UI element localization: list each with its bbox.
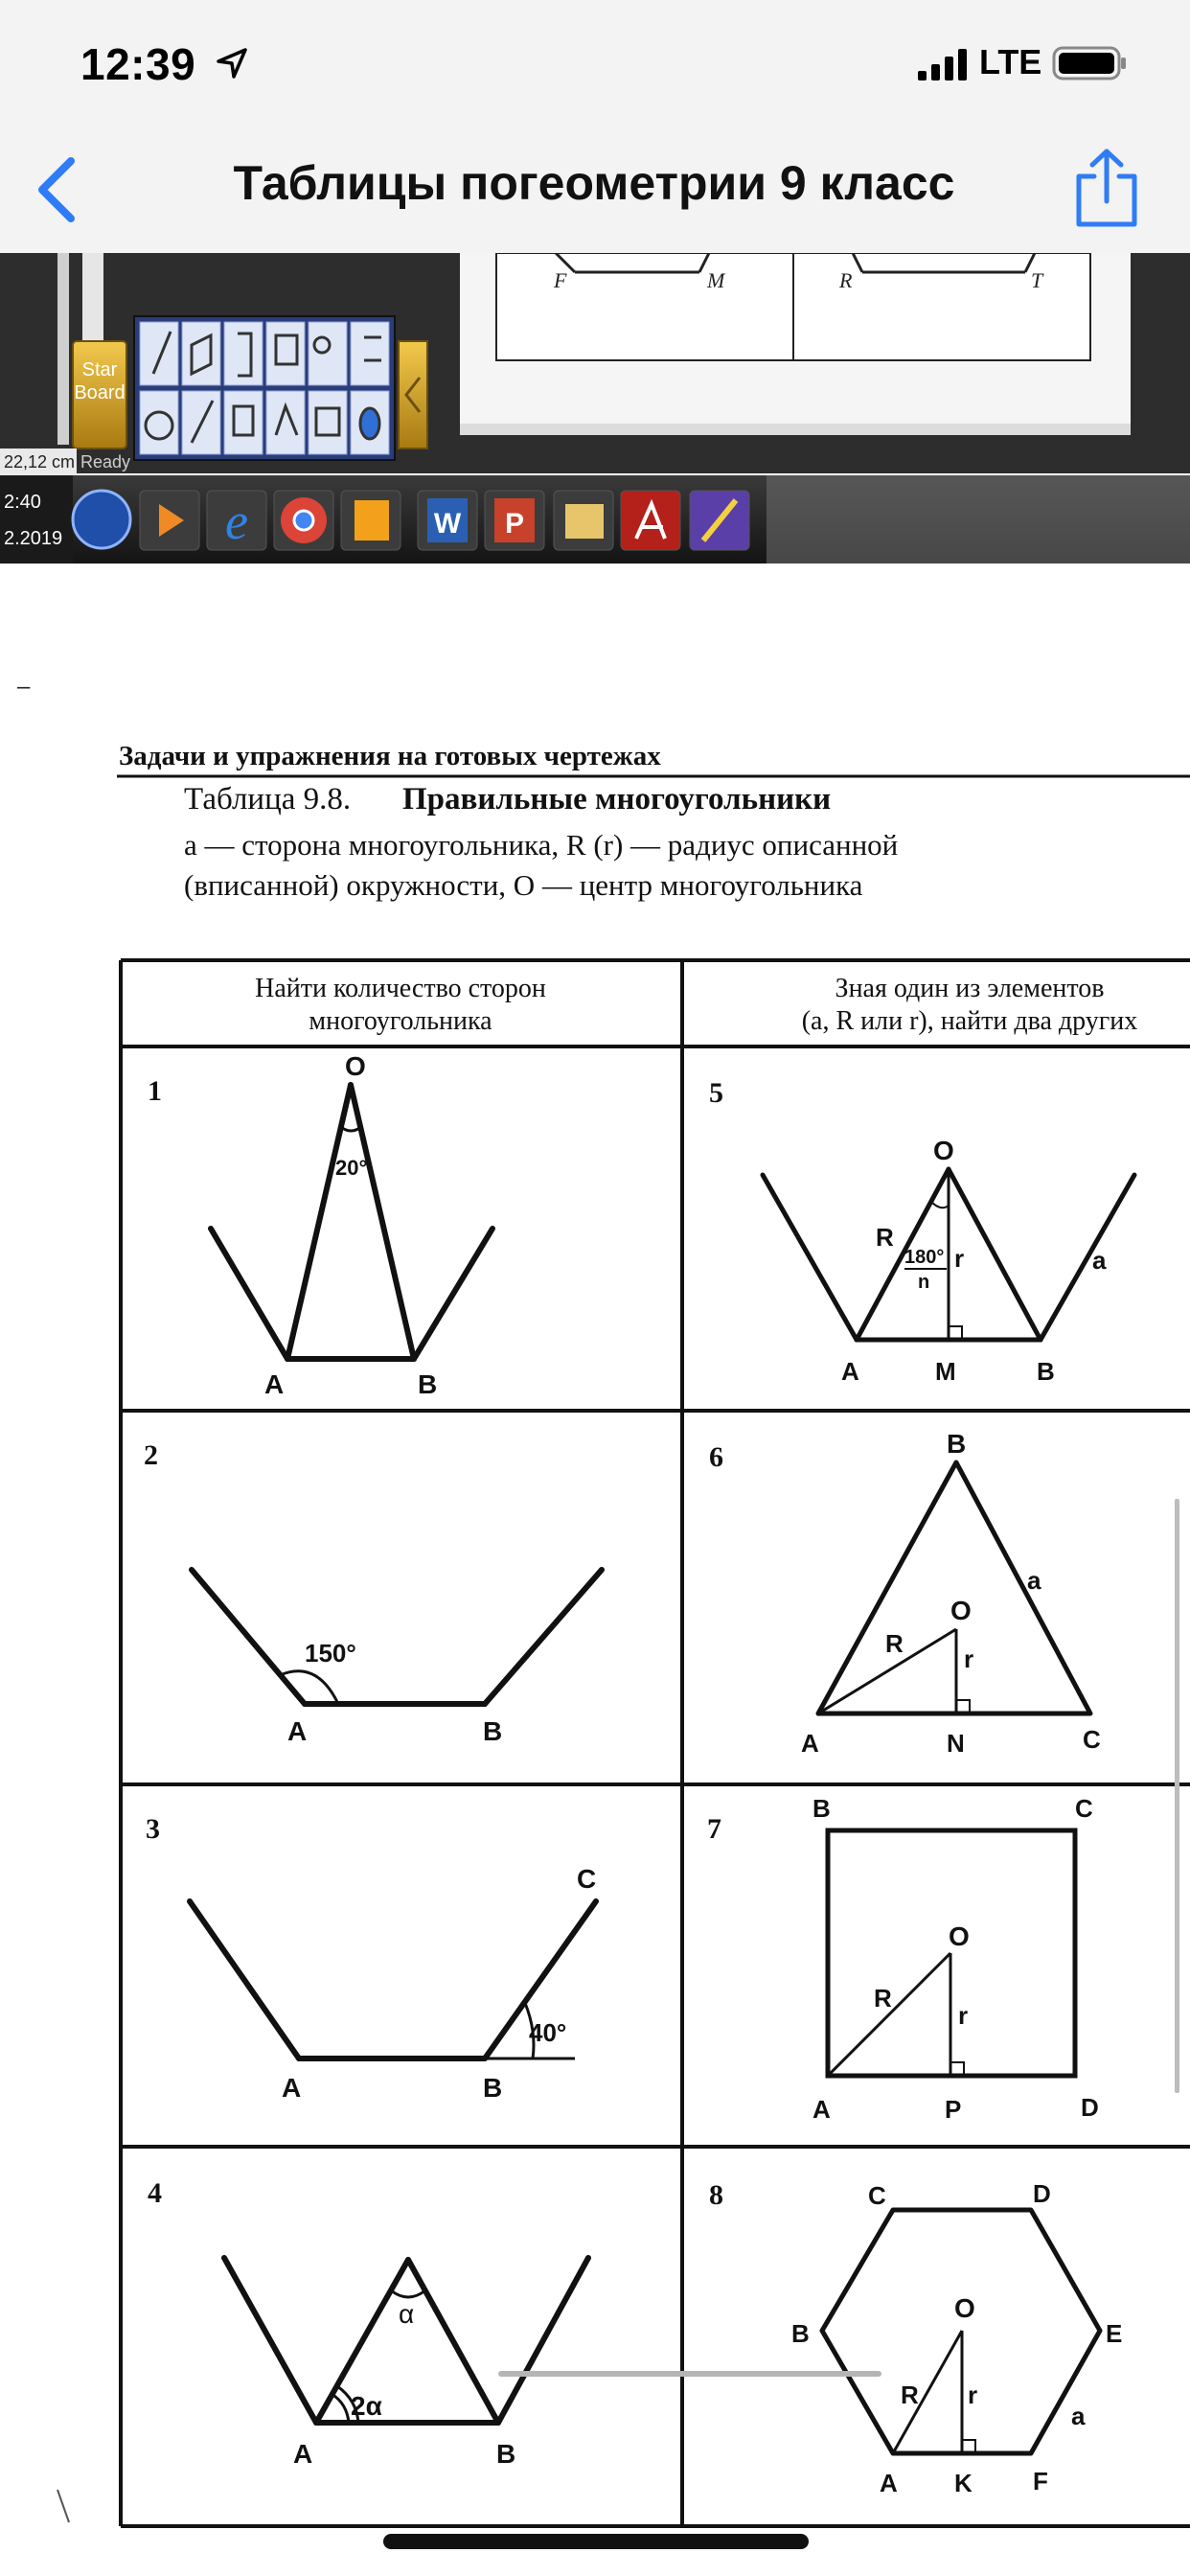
cell-number: 2 — [144, 1439, 158, 1471]
segment-label: r — [954, 1244, 965, 1273]
vertex-label: A — [812, 2095, 831, 2124]
point-label: R — [839, 268, 853, 292]
segment-label: R — [876, 1223, 894, 1252]
figure-cell-1 — [148, 1051, 492, 1399]
vertex-label: O — [345, 1051, 366, 1081]
share-icon — [1079, 151, 1134, 224]
vertex-label: O — [933, 1136, 954, 1165]
vertex-label: A — [264, 1369, 285, 1399]
cell-number: 3 — [146, 1813, 160, 1845]
location-arrow-icon — [215, 46, 249, 80]
vertex-label: M — [935, 1357, 956, 1386]
figure-cell-8 — [709, 2179, 1122, 2497]
horizontal-scroll-indicator[interactable] — [498, 2371, 881, 2377]
vertical-scroll-indicator[interactable] — [1175, 1499, 1179, 2093]
vertex-label: O — [950, 1596, 972, 1625]
cell-number: 4 — [148, 2177, 162, 2209]
vertex-label: F — [1033, 2467, 1048, 2496]
vertex-label: B — [791, 2319, 810, 2348]
vertex-label: C — [1075, 1794, 1093, 1823]
vertex-label: C — [1083, 1725, 1101, 1754]
home-indicator[interactable] — [383, 2534, 809, 2549]
segment-label: a — [1071, 2402, 1086, 2430]
vertex-label: B — [812, 1794, 831, 1823]
column-header: (a, R или r), найти два других — [801, 1006, 1138, 1036]
file-explorer-icon — [565, 504, 604, 539]
vertex-label: K — [954, 2469, 973, 2497]
vertex-label: A — [287, 1716, 308, 1746]
taskbar-date: 2.2019 — [4, 528, 63, 549]
vertex-label: B — [418, 1369, 438, 1399]
ready-status: Ready — [80, 452, 131, 472]
caption-line: (вписанной) окружности, O — центр многоугольника — [184, 868, 863, 902]
point-label: M — [707, 268, 725, 292]
column-header: многоугольника — [309, 1006, 492, 1036]
start-orb-icon[interactable] — [73, 491, 130, 548]
vertex-label: B — [947, 1429, 967, 1459]
vertex-label: A — [282, 2073, 302, 2103]
angle-label: 150° — [305, 1639, 356, 1668]
cell-number: 1 — [148, 1075, 162, 1107]
network-type: LTE — [979, 42, 1042, 81]
taskbar-clock: 2:40 — [4, 492, 41, 513]
figure-cell-3 — [146, 1813, 596, 2103]
status-time: 12:39 — [80, 39, 196, 89]
desktop-screenshot — [0, 253, 1190, 564]
angle-label: 20° — [335, 1156, 368, 1180]
cell-number: 6 — [709, 1441, 723, 1473]
vertex-label: P — [945, 2095, 962, 2124]
ruler-value: 22,12 cm — [4, 452, 76, 472]
vertex-label: C — [577, 1864, 597, 1894]
angle-label: α — [399, 2299, 415, 2329]
document-image — [0, 253, 1190, 2576]
figure-cell-4 — [148, 2177, 588, 2469]
page-title: Таблицы погеометрии 9 класс — [233, 156, 955, 210]
segment-label: r — [958, 2001, 969, 2030]
vertex-label: E — [1106, 2319, 1123, 2348]
point-label: F — [554, 268, 567, 292]
internet-explorer-icon: e — [225, 493, 248, 550]
svg-text:W: W — [433, 508, 462, 540]
cell-number: 5 — [709, 1077, 723, 1109]
segment-label: R — [901, 2380, 919, 2409]
cell-number: 7 — [707, 1813, 721, 1845]
point-label: T — [1031, 268, 1043, 292]
outlook-icon — [355, 500, 389, 540]
vertex-label: A — [841, 1357, 859, 1386]
vertex-label: B — [1037, 1357, 1055, 1386]
section-heading: Задачи и упражнения на готовых чертежах — [119, 741, 661, 771]
chevron-left-icon — [42, 161, 71, 218]
vertex-label: N — [947, 1729, 965, 1758]
page-dash: – — [17, 674, 31, 700]
battery-icon — [1052, 46, 1129, 80]
figure-cell-5 — [709, 1077, 1134, 1386]
vertex-label: B — [483, 1716, 503, 1746]
vertex-label: O — [954, 2293, 975, 2323]
segment-label: a — [1027, 1566, 1041, 1595]
vertex-label: C — [868, 2181, 886, 2210]
fraction-denominator: n — [918, 1272, 930, 1293]
figure-cell-7 — [707, 1794, 1099, 2124]
segment-label: R — [885, 1629, 904, 1658]
back-button[interactable] — [29, 151, 86, 228]
starboard-label: Board — [74, 382, 126, 403]
segment-label: R — [874, 1984, 892, 2012]
vertex-label: O — [949, 1921, 970, 1951]
signal-bars-icon — [916, 48, 970, 80]
vertex-label: A — [801, 1729, 819, 1758]
caption-line: a — сторона многоугольника, R (r) — радиус описанной — [184, 828, 899, 862]
fraction-numerator: 180° — [904, 1247, 945, 1268]
segment-label: r — [968, 2380, 978, 2409]
vertex-label: B — [496, 2439, 516, 2469]
figure-cell-6 — [709, 1429, 1101, 1758]
table-label: Таблица 9.8. — [184, 782, 352, 816]
angle-label: 2α — [351, 2391, 382, 2421]
taskbar-app-icons[interactable] — [140, 491, 749, 550]
svg-text:P: P — [504, 508, 525, 540]
vertex-label: A — [880, 2469, 898, 2497]
segment-label: r — [964, 1644, 974, 1673]
column-header: Зная один из элементов — [835, 974, 1105, 1003]
starboard-label: Star — [81, 359, 118, 380]
column-header: Найти количество сторон — [255, 974, 546, 1003]
share-button[interactable] — [1073, 148, 1140, 228]
vertex-label: D — [1081, 2093, 1099, 2122]
vertex-label: A — [293, 2439, 313, 2469]
vertex-label: B — [483, 2073, 503, 2103]
figure-cell-2 — [144, 1439, 602, 1746]
cell-number: 8 — [709, 2179, 723, 2211]
angle-label: 40° — [529, 2018, 567, 2047]
vertex-label: D — [1033, 2179, 1051, 2208]
status-bar — [0, 0, 1190, 134]
table-title: Правильные многоугольники — [402, 782, 832, 816]
segment-label: a — [1092, 1246, 1107, 1275]
figures-table — [121, 960, 1190, 2526]
